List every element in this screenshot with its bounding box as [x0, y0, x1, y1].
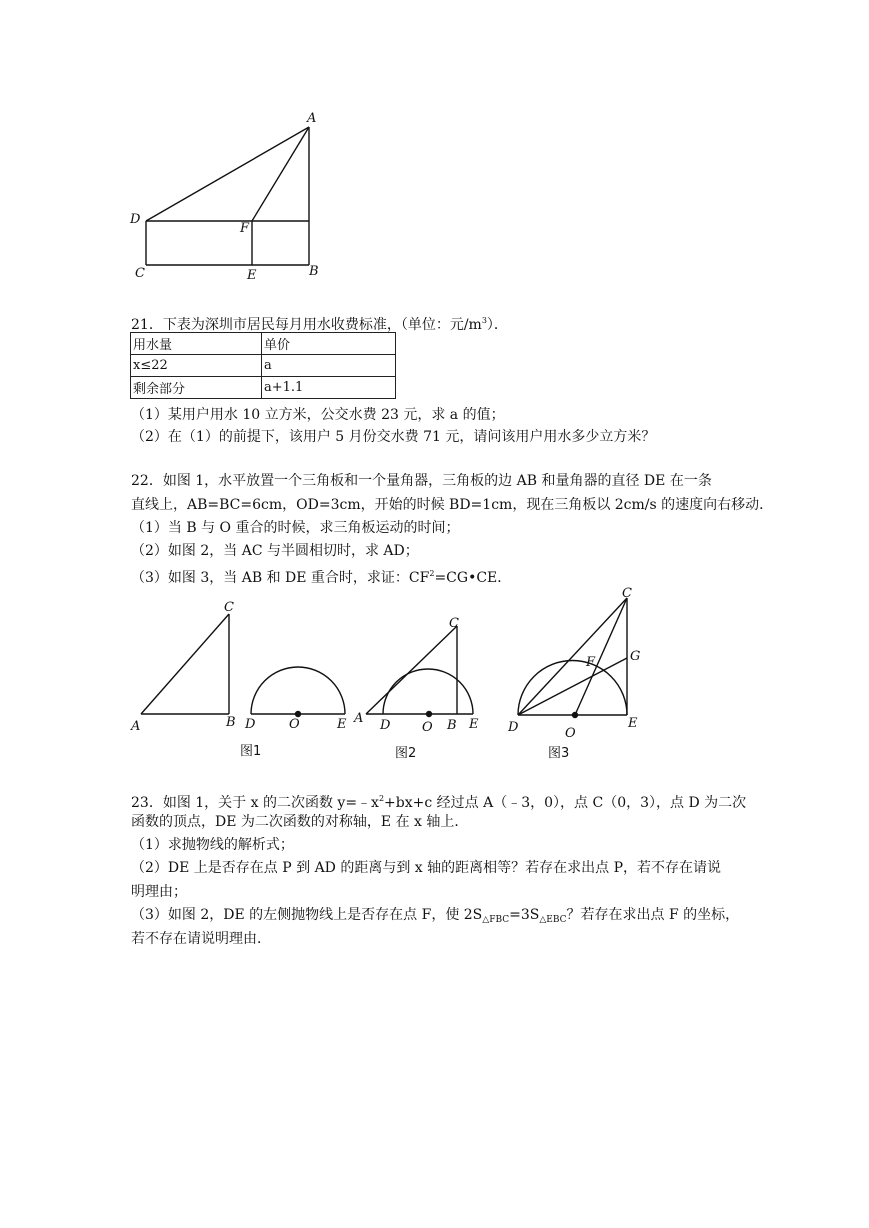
figure-row-q22	[125, 585, 665, 770]
q22-line1: 22．如图 1，水平放置一个三角板和一个量角器，三角板的边 AB 和量角器的直径 DE 在一条	[131, 473, 712, 489]
point-O-fig2	[426, 711, 432, 717]
q23-part1: （1）求抛物线的解析式；	[131, 837, 294, 853]
fig2-label-C: C	[449, 616, 459, 631]
table-cell: a	[262, 355, 396, 377]
q23-part3-line2: 若不存在请说明理由．	[131, 931, 271, 947]
fig2-caption: 图2	[395, 746, 417, 761]
q23-line1: 23．如图 1，关于 x 的二次函数 $y=﹣x^2+bx+c$ 经过点 A（﹣3，0），点 C（0，3），点 D 为二次	[131, 794, 747, 811]
fig2-label-E: E	[469, 717, 479, 732]
table-row	[131, 377, 396, 399]
q23-part2-line2: 明理由；	[131, 884, 187, 900]
fig1-label-C: C	[224, 600, 234, 615]
label-E: E	[247, 268, 257, 283]
q22-part2: （2）如图 2，当 AC 与半圆相切时，求 AD；	[131, 543, 419, 559]
fig3-label-E: E	[628, 716, 638, 731]
fig3-label-O: O	[565, 726, 576, 741]
figure-3	[518, 598, 627, 715]
fig1-caption: 图1	[240, 744, 262, 759]
q22-line2: 直线上，AB=BC=6cm，OD=3cm，开始的时候 BD=1cm，现在三角板以 2cm/s 的速度向右移动．	[131, 497, 774, 513]
point-O-fig3	[572, 712, 578, 718]
segment-AF	[252, 127, 309, 221]
fig3-label-F: F	[586, 655, 596, 670]
q21-title: 21．下表为深圳市居民每月用水收费标准，（单位：元$/m^3$）．	[131, 316, 508, 333]
label-F: F	[240, 221, 250, 236]
fig2-label-A: A	[354, 711, 364, 726]
label-B: B	[309, 264, 319, 279]
q23-line2: 函数的顶点，DE 为二次函数的对称轴，E 在 x 轴上．	[131, 814, 469, 830]
table-row	[131, 355, 396, 377]
segment-DA	[146, 127, 309, 221]
q21-part1: （1）某用户用水 10 立方米，公交水费 23 元，求 a 的值；	[131, 407, 505, 423]
q23-part3-line1: （3）如图 2，DE 的左侧抛物线上是否存在点 F，使 $2S_{\triangle FBC}=3S_{\triangle EBC}$？若存在求出点 F 的坐标，	[131, 907, 740, 925]
table-cell: x≤22	[131, 355, 262, 377]
fig1-label-A: A	[131, 719, 141, 734]
fig1-label-B: B	[226, 715, 236, 730]
q22-part3: （3）如图 3，当 AB 和 DE 重合时，求证：$CF^2=CG•CE$．	[131, 569, 512, 586]
fig1-label-E: E	[337, 717, 347, 732]
fig3-label-G: G	[630, 649, 641, 664]
figure-rectangle-triangle	[125, 105, 335, 285]
fig2-label-B: B	[447, 718, 457, 733]
label-D: D	[130, 212, 141, 227]
fig2-label-D: D	[380, 718, 391, 733]
table-row	[131, 333, 396, 355]
fig1-label-D: D	[245, 717, 256, 732]
figure-2	[366, 626, 473, 714]
fig2-label-O: O	[422, 720, 433, 735]
table-header-price: 单价	[262, 333, 396, 355]
q22-part1: （1）当 B 与 O 重合的时候，求三角板运动的时间；	[131, 520, 460, 536]
water-fee-table	[130, 332, 396, 399]
fig3-label-C: C	[622, 586, 632, 601]
figure-1	[141, 614, 345, 714]
table-cell: a+1.1	[262, 377, 396, 399]
table-cell: 剩余部分	[131, 377, 262, 399]
fig3-caption: 图3	[548, 746, 570, 761]
q23-part2-line1: （2）DE 上是否存在点 P 到 AD 的距离与到 x 轴的距离相等？若存在求出点 P，若不存在请说	[131, 860, 722, 876]
q21-part2: （2）在（1）的前提下，该用户 5 月份交水费 71 元，请问该用户用水多少立方米？	[131, 429, 656, 445]
label-A: A	[307, 111, 317, 126]
fig1-label-O: O	[289, 717, 300, 732]
table-header-usage: 用水量	[131, 333, 262, 355]
fig3-label-D: D	[508, 720, 519, 735]
label-C: C	[135, 266, 145, 281]
